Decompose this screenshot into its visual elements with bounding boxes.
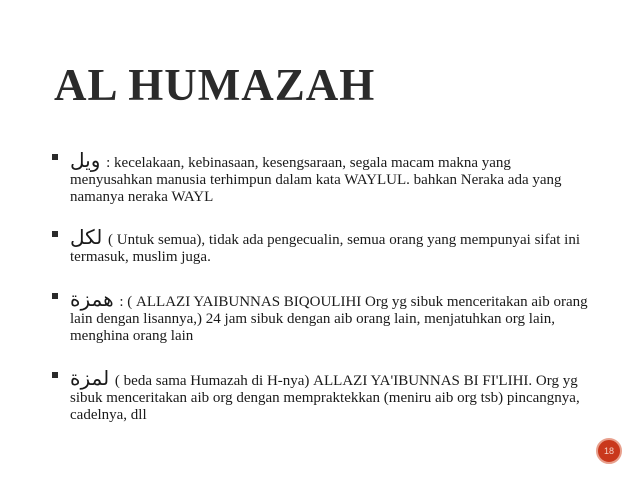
arabic-term: همزة xyxy=(70,287,114,311)
arabic-term: لكل xyxy=(70,225,103,249)
arabic-term: لمزة xyxy=(70,366,110,390)
bullet-square-icon xyxy=(52,293,58,299)
bullet-item xyxy=(52,148,592,206)
bullet-square-icon xyxy=(52,231,58,237)
bullet-square-icon xyxy=(52,154,58,160)
bullet-text: ( Untuk semua), tidak ada pengecualin, semua orang yang mempunyai sifat ini termasuk, muslim juga. xyxy=(70,232,580,265)
bullet-list xyxy=(52,148,592,424)
bullet-text: ( beda sama Humazah di H-nya) ALLAZI YA'IBUNNAS BI FI'LIHI. Org yg sibuk menceritakan aib org dengan mempraktekkan (meniru aib org tsb) pincangnya, cadelnya, dll xyxy=(70,373,580,423)
page-number-badge xyxy=(596,438,622,464)
slide-title: AL HUMAZAH xyxy=(54,60,376,110)
bullet-item xyxy=(52,225,592,266)
bullet-item xyxy=(52,287,592,345)
arabic-term: ويل xyxy=(70,148,101,172)
bullet-text: : kecelakaan, kebinasaan, kesengsaraan, segala macam makna yang menyusahkan manusia terhimpun dalam kata WAYLUL. bahkan Neraka ada yang namanya neraka WAYL xyxy=(70,155,562,205)
bullet-square-icon xyxy=(52,372,58,378)
page-number: 18 xyxy=(603,446,614,456)
bullet-item xyxy=(52,366,592,424)
bullet-text: : ( ALLAZI YAIBUNNAS BIQOULIHI Org yg sibuk menceritakan aib orang lain dengan lisannya,) 24 jam sibuk dengan aib orang lain, menjatuhkan org lain, menghina orang lain xyxy=(70,294,588,344)
